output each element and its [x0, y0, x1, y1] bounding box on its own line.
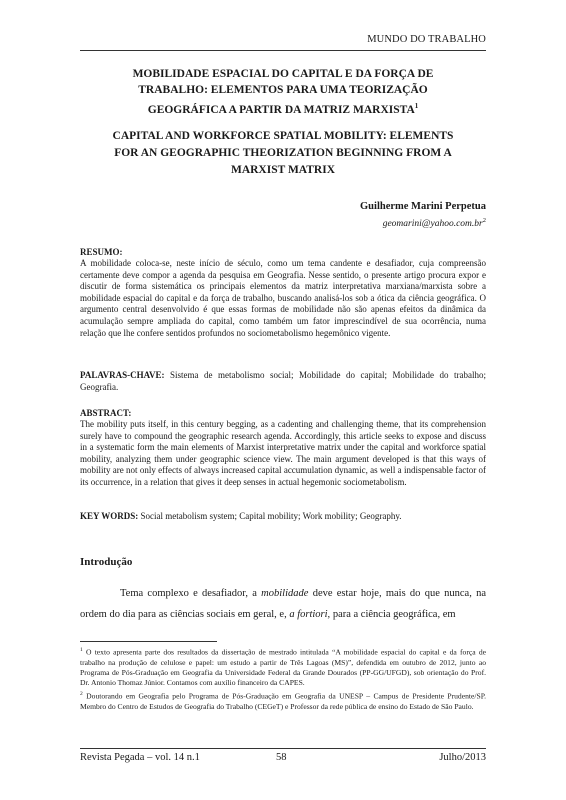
footnotes	[80, 645, 486, 713]
footnote-number: 1	[80, 647, 83, 653]
footnote-2	[80, 689, 486, 712]
title-pt-line-text: GEOGRÁFICA A PARTIR DA MATRIZ MARXISTA	[147, 103, 415, 116]
section-heading-introducao: Introdução	[80, 556, 133, 568]
footer-journal: Revista Pegada – vol. 14 n.1	[80, 752, 200, 763]
abstract-text: The mobility puts itself, in this century begging, as a cadenting and challenging theme, that its comprehension surely have to compound the geographic research agenda. Accordingly, this article seeks to expose and discuss in a systematic form the main elements of Marxist interpretative matrix under the capital and workforce spatial mobility, analyzing them under geographic science view. The main argument developed is that this ways of mobility are not only effects of always increased capital accumulation dynamic, as well a indispensable factor of its occurrence, in a relation that gives it deep senses in actual hegemonic sociometabolism.	[80, 419, 486, 487]
body-italic: mobilidade	[261, 588, 309, 599]
title-portuguese	[80, 66, 486, 118]
footnote-text: O texto apresenta parte dos resultados da dissertação de mestrado intitulada “A mobilidade espacial do capital e da força de trabalho na produção de celulose e papel: um estudo a partir de Três Lagoas (MS)”, defendida em outubro de 2012, junto ao Programa de Pós-Graduação em Geografia da Universidade Federal da Grande Dourados (PP-GG/UFGD), sob orientação do Prof. Dr. Antonio Thomaz Júnior. Contamos com auxílio financeiro da CAPES.	[80, 647, 486, 688]
keywords-en-label: KEY WORDS:	[80, 511, 139, 521]
author-email	[360, 214, 486, 231]
footnote-mark[interactable]: 1	[414, 102, 419, 110]
keywords-en-text: Social metabolism system; Capital mobility; Work mobility; Geography.	[138, 511, 402, 521]
title-pt-line: MOBILIDADE ESPACIAL DO CAPITAL E DA FORÇA DE	[132, 68, 434, 80]
footnote-number: 2	[80, 691, 83, 698]
author-email-text[interactable]: geomarini@yahoo.com.br	[382, 219, 483, 230]
resumo-label: RESUMO:	[80, 247, 123, 257]
footnote-rule	[80, 641, 217, 642]
running-header: MUNDO DO TRABALHO	[367, 34, 486, 45]
keywords-en	[80, 511, 486, 523]
body-text: deve estar hoje, mais do que nunca, na ordem do dia para as ciências sociais em geral, e,	[80, 588, 486, 620]
footnote-1	[80, 645, 486, 688]
author-name: Guilherme Marini Perpetua	[360, 201, 486, 212]
footnote-mark[interactable]: 2	[482, 217, 486, 224]
keywords-pt	[80, 370, 486, 393]
title-en-line: FOR AN GEOGRAPHIC THEORIZATION BEGINNING FROM A	[114, 147, 452, 159]
footer-rule	[80, 748, 486, 749]
title-en-line: CAPITAL AND WORKFORCE SPATIAL MOBILITY: ELEMENTS	[112, 130, 454, 142]
footer-page-number: 58	[276, 752, 287, 763]
keywords-pt-label: PALAVRAS-CHAVE:	[80, 370, 165, 380]
body-text: Tema complexo e desafiador, a	[120, 588, 262, 599]
author-block	[360, 200, 486, 231]
keywords-pt-text: Sistema de metabolismo social; Mobilidade do capital; Mobilidade do trabalho; Geografia.	[80, 370, 486, 392]
footnote-text: Doutorando em Geografia pelo Programa de Pós-Graduação em Geografia da UNESP – Campus de Presidente Prudente/SP. Membro do Centro de Estudos de Geografia do Trabalho (CEGeT) e Professor da rede pública de ensino do Estado de São Paulo.	[80, 691, 486, 712]
abstract-label: ABSTRACT:	[80, 408, 132, 418]
body-italic: a fortiori,	[289, 609, 331, 620]
title-english	[80, 128, 486, 179]
title-pt-line: TRABALHO: ELEMENTOS PARA UMA TEORIZAÇÃO	[138, 84, 428, 96]
title-pt-line	[80, 98, 486, 118]
footer-date: Julho/2013	[439, 752, 486, 763]
body-paragraph	[80, 583, 486, 625]
body-text: para a ciência geográfica, em	[330, 609, 456, 620]
resumo-text: A mobilidade coloca-se, neste início de século, como um tema candente e desafiador, cuja compreensão certamente deve compor a agenda da pesquisa em Geografia. Nesse sentido, o presente artigo procura expor e discutir de forma sistemática os principais elementos da matriz interpretativa marxiana/marxista sobre a mobilidade espacial do capital e da força de trabalho, buscando analisá-los sob a ótica da ciência geográfica. O argumento central desenvolvido é que essas formas de mobilidade não são apenas efeitos da dinâmica da acumulação sempre ampliada do capital, como também um fator imprescindível de sua ocorrência, numa relação que lhe confere sentidos profundos no sociometabolismo hegemônico vigente.	[80, 258, 486, 338]
header-rule	[80, 50, 486, 51]
title-en-line: MARXIST MATRIX	[230, 164, 336, 176]
